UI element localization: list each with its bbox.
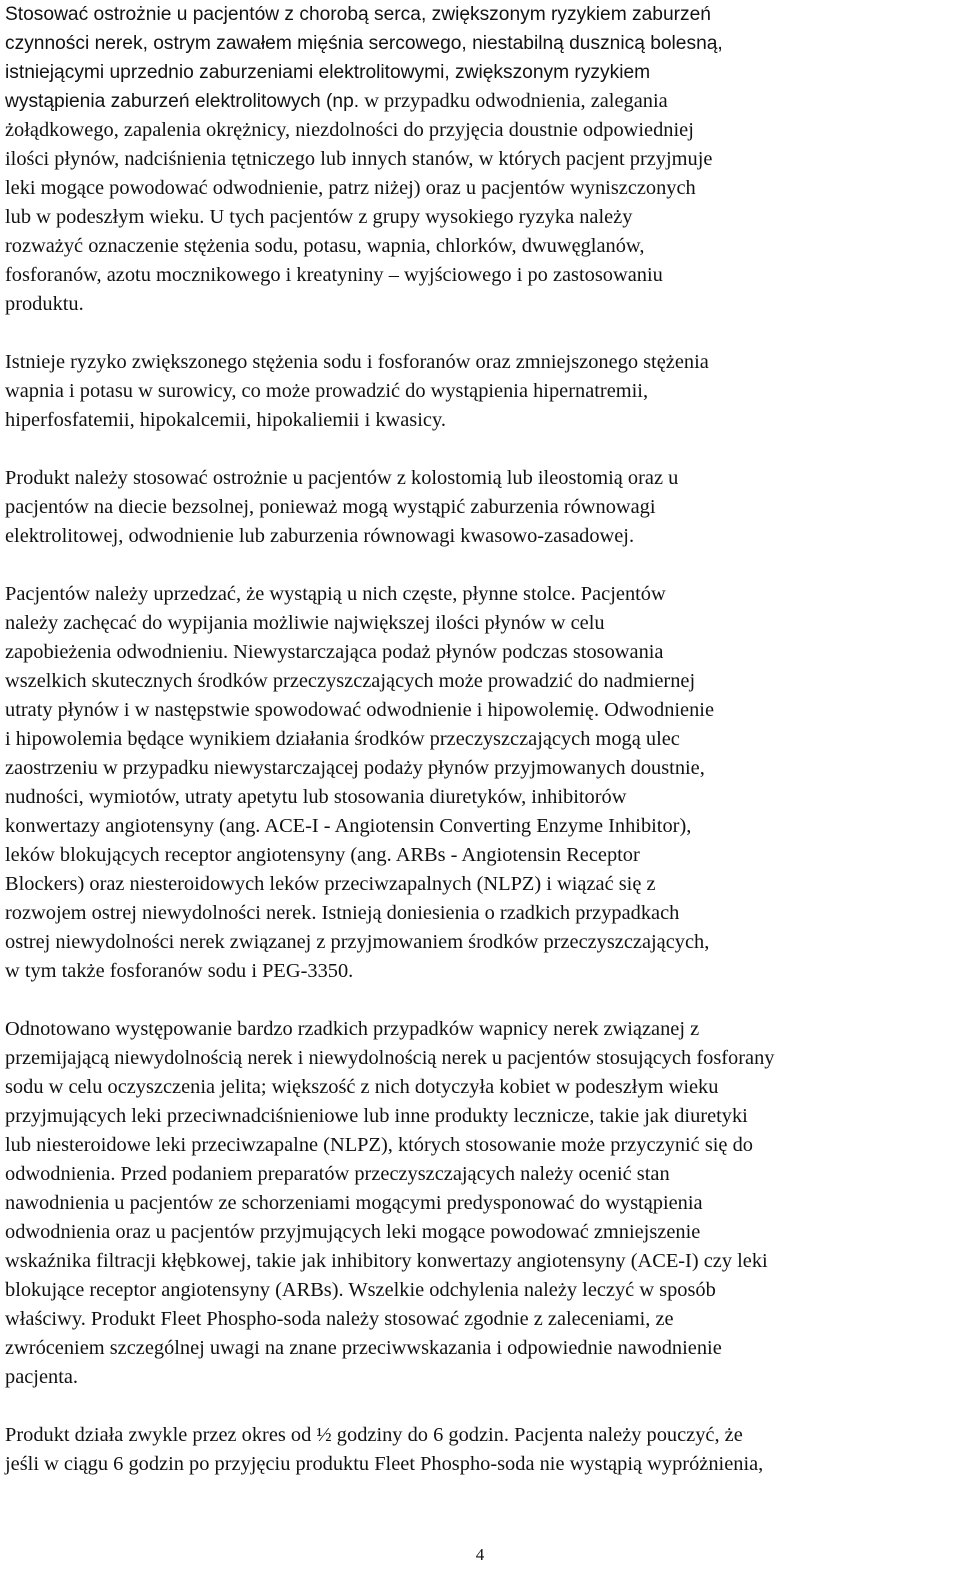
paragraph-line: odwodnienia. Przed podaniem preparatów przeczyszczających należy ocenić stan — [5, 1163, 670, 1185]
paragraph-line: pacjentów na diecie bezsolnej, ponieważ mogą wystąpić zaburzenia równowagi — [5, 496, 656, 518]
paragraph-line: konwertazy angiotensyny (ang. ACE-I - Angiotensin Converting Enzyme Inhibitor), — [5, 815, 692, 837]
paragraph-line: właściwy. Produkt Fleet Phospho-soda należy stosować zgodnie z zaleceniami, ze — [5, 1308, 674, 1330]
paragraph-line: wszelkich skutecznych środków przeczyszczających może prowadzić do nadmiernej — [5, 670, 696, 692]
paragraph-line: zapobieżenia odwodnieniu. Niewystarczająca podaż płynów podczas stosowania — [5, 641, 664, 663]
paragraph-line: utraty płynów i w następstwie spowodować odwodnienie i hipowolemię. Odwodnienie — [5, 699, 715, 721]
paragraph-line: zwróceniem szczególnej uwagi na znane przeciwwskazania i odpowiednie nawodnienie — [5, 1337, 722, 1359]
paragraph-line: elektrolitowej, odwodnienie lub zaburzenia równowagi kwasowo-zasadowej. — [5, 525, 635, 547]
line-segment: lub w podeszłym wieku. — [5, 206, 205, 228]
paragraph-line: istniejącymi uprzednio zaburzeniami elektrolitowymi, zwiększonym ryzykiem — [5, 62, 651, 83]
paragraph-line: żołądkowego, zapalenia okrężnicy, niezdolności do przyjęcia doustnie odpowiedniej — [5, 119, 694, 141]
paragraph-line: jeśli w ciągu 6 godzin po przyjęciu produktu Fleet Phospho-soda nie wystąpią wypróżnienia, — [5, 1453, 764, 1475]
paragraph-line: wskaźnika filtracji kłębkowej, takie jak inhibitory konwertazy angiotensyny (ACE-I) czy leki — [5, 1250, 768, 1272]
paragraph-line: leków blokujących receptor angiotensyny (ang. ARBs - Angiotensin Receptor — [5, 844, 640, 866]
paragraph-line: czynności nerek, ostrym zawałem mięśnia sercowego, niestabilną dusznicą bolesną, — [5, 33, 723, 54]
line-segment: U tych pacjentów z grupy wysokiego ryzyka należy — [204, 206, 633, 228]
paragraph-line: Istnieje ryzyko zwiększonego stężenia sodu i fosforanów oraz zmniejszonego stężenia — [5, 351, 709, 373]
paragraph-line: rozwojem ostrej niewydolności nerek. Istnieją doniesienia o rzadkich przypadkach — [5, 902, 680, 924]
paragraph-line: ilości płynów, nadciśnienia tętniczego lub innych stanów, w których pacjent przyjmuje — [5, 148, 713, 170]
paragraph-line — [5, 203, 632, 232]
paragraph-line: hiperfosfatemii, hipokalcemii, hipokaliemii i kwasicy. — [5, 409, 446, 431]
paragraph-line: lub niesteroidowe leki przeciwzapalne (NLPZ), których stosowanie może przyczynić się do — [5, 1134, 753, 1156]
paragraph-line: Odnotowano występowanie bardzo rzadkich przypadków wapnicy nerek związanej z — [5, 1018, 700, 1040]
paragraph-line: sodu w celu oczyszczenia jelita; większość z nich dotyczyła kobiet w podeszłym wieku — [5, 1076, 719, 1098]
paragraph-line: przemijającą niewydolnością nerek i niewydolnością nerek u pacjentów stosujących fosforany — [5, 1047, 775, 1069]
paragraph-line: pacjenta. — [5, 1366, 79, 1388]
paragraph-line: leki mogące powodować odwodnienie, patrz niżej) oraz u pacjentów wyniszczonych — [5, 177, 696, 199]
paragraph-line: należy zachęcać do wypijania możliwie największej ilości płynów w celu — [5, 612, 605, 634]
paragraph-line — [5, 87, 668, 116]
paragraph-line: nudności, wymiotów, utraty apetytu lub stosowania diuretyków, inhibitorów — [5, 786, 627, 808]
paragraph-line: wapnia i potasu w surowicy, co może prowadzić do wystąpienia hipernatremii, — [5, 380, 649, 402]
paragraph-line: Blockers) oraz niesteroidowych leków przeciwzapalnych (NLPZ) i wiązać się z — [5, 873, 656, 895]
paragraph-line: Produkt działa zwykle przez okres od ½ godziny do 6 godzin. Pacjenta należy pouczyć, że — [5, 1424, 743, 1446]
paragraph-line: rozważyć oznaczenie stężenia sodu, potasu, wapnia, chlorków, dwuwęglanów, — [5, 235, 645, 257]
paragraph-line: Stosować ostrożnie u pacjentów z chorobą serca, zwiększonym ryzykiem zaburzeń — [5, 4, 711, 25]
paragraph-line: produktu. — [5, 293, 84, 315]
paragraph-line: zaostrzeniu w przypadku niewystarczającej podaży płynów przyjmowanych doustnie, — [5, 757, 705, 779]
paragraph-line: nawodnienia u pacjentów ze schorzeniami mogącymi predysponować do wystąpienia — [5, 1192, 703, 1214]
paragraph-line: ostrej niewydolności nerek związanej z przyjmowaniem środków przeczyszczających, — [5, 931, 710, 953]
paragraph-line: przyjmujących leki przeciwnadciśnieniowe lub inne produkty lecznicze, takie jak diuretyki — [5, 1105, 748, 1127]
paragraph-line: fosforanów, azotu mocznikowego i kreatyniny – wyjściowego i po zastosowaniu — [5, 264, 663, 286]
paragraph-line: i hipowolemia będące wynikiem działania środków przeczyszczających mogą ulec — [5, 728, 680, 750]
line-segment: wystąpienia zaburzeń elektrolitowych (np. — [5, 91, 360, 112]
paragraph-line: odwodnienia oraz u pacjentów przyjmujących leki mogące powodować zmniejszenie — [5, 1221, 701, 1243]
paragraph-line: w tym także fosforanów sodu i PEG-3350. — [5, 960, 354, 982]
paragraph-line: Produkt należy stosować ostrożnie u pacjentów z kolostomią lub ileostomią oraz u — [5, 467, 679, 489]
page-number: 4 — [475, 1545, 485, 1564]
paragraph-line: Pacjentów należy uprzedzać, że wystąpią u nich częste, płynne stolce. Pacjentów — [5, 583, 666, 605]
line-segment: w przypadku odwodnienia, zalegania — [359, 90, 668, 112]
paragraph-line: blokujące receptor angiotensyny (ARBs). Wszelkie odchylenia należy leczyć w sposób — [5, 1279, 716, 1301]
